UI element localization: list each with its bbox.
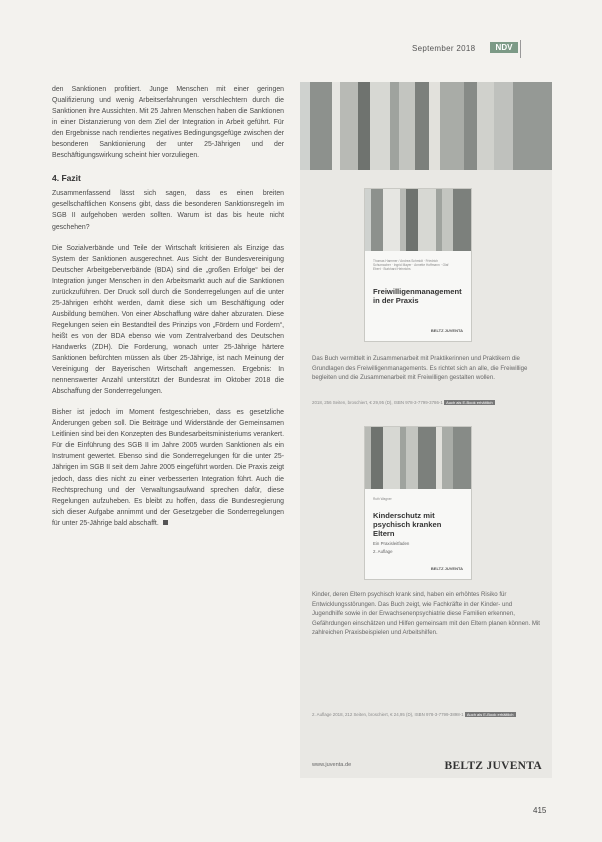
paragraph-2: Zusammenfassend lässt sich sagen, dass es einen breiten gesellschaftlichen Konsens gibt, dass die besonderen Sanktionsregeln im SGB II aufgehoben werden sollten. Warum ist das bis heute nicht geschehen? <box>52 190 284 231</box>
cover-stripe <box>383 189 401 251</box>
book-2-description: Kinder, deren Eltern psychisch krank sind, haben ein erhöhtes Risiko für Entwicklungsstörungen. Das Buch zeigt, wie Fachkräfte in der Kinder- und Jugendhilfe sowie in der Erwachsenenpsychiatrie diese Familien erkennen, Gefährdungen einschätzen und Hilfen gemeinsam mit den Eltern planen können. Mit zahlreichen Praxisbeispielen und Arbeitshilfen. <box>312 591 540 636</box>
book-cover-1-stripes <box>365 189 471 251</box>
stripe <box>300 82 310 170</box>
cover-stripe <box>371 189 383 251</box>
book-1-authors: Thomas Hammer / Andrea Schmidt · Friedrich Schumacher · Ingrid Mayer · Annette Hoffmann · Olaf Ebert · Burkhard Heinrichs <box>373 259 449 271</box>
book-1-ebook-tag: Auch als E-Book erhältlich <box>446 400 493 405</box>
paragraph-3: Die Sozialverbände und Teile der Wirtschaft kritisieren als Einzige das System der Sanktionen ausgerechnet. Aus Sicht der Bundesvereinigung Deutscher Arbeitgeberverbände (BDA) sind die „großen Erfolge“ bei der Integration junger Menschen in den Arbeitsmarkt auch auf die Sanktionen zurückzuführen. Der Druck soll durch die Sonderregelungen auf die unter 25-Jährigen erhöht werden, damit diese sich um Beschäftigung oder Ausbildung bemühen. Von einer Abschaffung wäre daher abzuraten. Diese Regelungen seien ein Bestandteil des Prinzips von „Fördern und Fordern“, heißt es von der BDA ebenso wie vom Zentralverband des Deutschen Handwerks (ZDH). Die Forderung, wonach unter 25-Jährige härtere Sanktionen befürchten müssen als über 25-Jährige, ist nach Meinung der Vereinigung der Bayerischen Wirtschaft angemessen. Ergebnis: In nennenswerter Anzahl unterstützt der Bundesrat im Oktober 2018 die Abschaffung der Sonderregelungen. <box>52 244 284 396</box>
cover-stripe <box>453 189 471 251</box>
cover-stripe <box>406 427 418 489</box>
cover-stripe <box>418 189 436 251</box>
cover-stripe <box>418 427 436 489</box>
stripe <box>370 82 390 170</box>
book-cover-2 <box>364 426 472 580</box>
cover-stripe <box>442 427 454 489</box>
publisher-advertisement <box>300 82 552 778</box>
journal-badge: NDV <box>490 42 518 53</box>
article-column <box>52 84 284 529</box>
paragraph-4-text: Bisher ist jedoch im Moment festgeschrieben, dass es gesetzliche Änderungen geben soll. Die Beiträge und Widerstände der Gemeinsamen Leitlinien sind bei den Konzepten des Bundesarbeitsministeriums verankert. Für die Einführung des SGB II im Jahre 2005 wurden Sanktionen als ein Instrument gewertet. Ebenso sind die Sonderregelungen für die unter 25-Jährigen im SGB II seit dem Jahre 2005 eingeführt worden. Die Praxis zeigt jedoch, dass dies nicht zu einer verbesserten Integration führt. Auch die Rechtsprechung und der Verwaltungsaufwand sprechen dafür, diese Regelungen aufzuheben. Es bleibt zu hoffen, dass die Bundesregierung sich dieser Aufgabe annimmt und der Gesetzgeber die Sonderregelungen für unter 25-Jährige bald abschafft. <box>52 409 284 527</box>
cover-stripe <box>383 427 401 489</box>
book-1-price: 2018, 256 Seiten, broschiert, € 29,95 (D), ISBN 978-3-7799-3786-1 <box>312 400 443 405</box>
paragraph-1: den Sanktionen profitiert. Junge Menschen mit einer geringen Qualifizierung und wenig Arbeitserfahrungen verschlechtern durch die Sanktionen ihre Aussichten. Mit 25 Jahren Menschen haben die Sanktionen in einer Distanzierung von dem Ziel der Integration in Arbeit geführt. Für den Ergebnisse nach rendiertes negatives Bedingungsgefüge zwischen der besonderen Sanktionierung der unter 25-Jährigen und der Beschäftigungswirkung scheint hier vorzuliegen. <box>52 86 284 160</box>
cover-stripe <box>442 189 454 251</box>
stripe <box>464 82 477 170</box>
stripe <box>310 82 332 170</box>
stripe <box>332 82 340 170</box>
stripe <box>513 82 552 170</box>
stripe <box>429 82 440 170</box>
stripe <box>340 82 358 170</box>
book-cover-1 <box>364 188 472 342</box>
book-2-ebook-tag: Auch als E-Book erhältlich <box>466 712 514 717</box>
cover-stripe <box>453 427 471 489</box>
section-heading: 4. Fazit <box>52 173 81 184</box>
page-number: 415 <box>533 806 547 815</box>
book-2-author: Ruth Wagner <box>373 497 392 501</box>
stripe <box>390 82 399 170</box>
book-1-details <box>312 400 540 407</box>
cover-stripe <box>406 189 418 251</box>
paragraph-4 <box>52 407 284 529</box>
book-2-subtitle: Ein Praxisleitfaden <box>373 541 410 546</box>
stripe <box>494 82 513 170</box>
book-2-title: Kinderschutz mit psychisch kranken Eltern <box>373 511 442 538</box>
book-cover-2-stripes <box>365 427 471 489</box>
stripe <box>415 82 429 170</box>
stripe <box>358 82 370 170</box>
stripe-banner <box>300 82 552 170</box>
end-mark-icon <box>163 520 168 525</box>
book-2-details <box>312 712 540 719</box>
stripe <box>477 82 494 170</box>
cover-stripe <box>371 427 383 489</box>
book-1-description: Das Buch vermittelt in Zusammenarbeit mit Praktikerinnen und Praktikern die Grundlagen des Freiwilligenmanagements. Es richtet sich an alle, die Freiwillige begleiten und die Zusammenarbeit mit Freiwilligen gestalten wollen. <box>312 355 528 381</box>
book-2-publisher: BELTZ JUVENTA <box>430 566 463 571</box>
running-header: September 2018 <box>412 44 476 53</box>
publisher-logo: BELTZ JUVENTA <box>444 760 542 772</box>
stripe <box>399 82 415 170</box>
book-1-publisher: BELTZ JUVENTA <box>430 328 463 333</box>
book-2-price: 2. Auflage 2018, 212 Seiten, broschiert, € 24,95 (D), ISBN 978-3-7799-3898-1 <box>312 712 464 717</box>
book-2-edition: 2. Auflage <box>373 549 393 554</box>
header-rule <box>520 40 521 58</box>
publisher-website-link[interactable]: www.juventa.de <box>312 762 352 768</box>
book-1-title: Freiwilligenmanagement in der Praxis <box>373 287 462 305</box>
stripe <box>440 82 464 170</box>
